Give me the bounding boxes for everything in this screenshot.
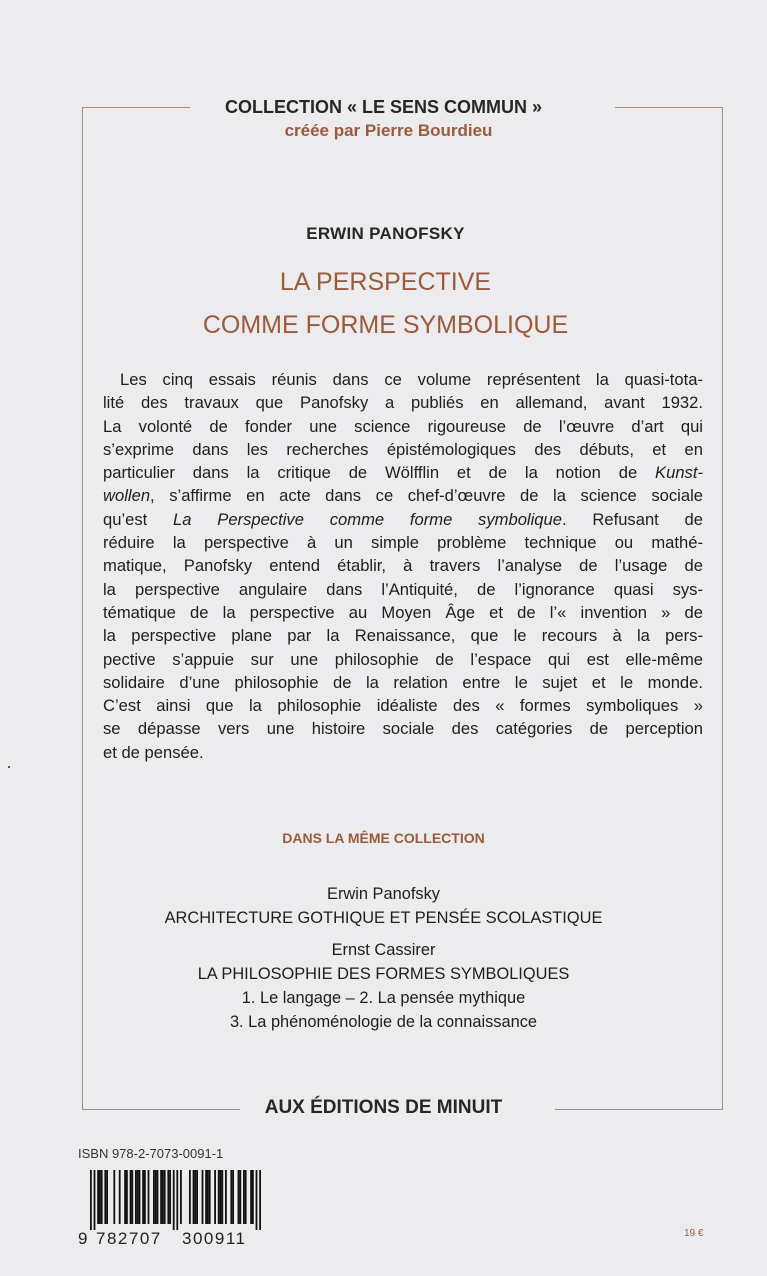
summary-line: C’est ainsi que la philosophie idéaliste des « formes symboliques » [103, 696, 703, 716]
summary-line: Les cinq essais réunis dans ce volume représentent la quasi-tota- [120, 370, 703, 389]
barcode-bar [189, 1170, 191, 1224]
barcode-bar [101, 1170, 103, 1224]
summary-line: la perspective angulaire dans l’Antiquité, de l’ignorance quasi sys- [103, 579, 703, 599]
barcode-bar [113, 1170, 115, 1224]
barcode-bar [153, 1170, 155, 1224]
barcode-bar [230, 1170, 232, 1224]
barcode-digit-first: 9 [78, 1229, 88, 1248]
barcode-bar [245, 1170, 247, 1224]
book-author: ERWIN PANOFSKY [306, 224, 465, 243]
barcode-bar [252, 1170, 254, 1224]
barcode-bar [169, 1170, 171, 1224]
barcode-bar [160, 1170, 162, 1224]
barcode-bar [218, 1170, 220, 1224]
related-title: LA PHILOSOPHIE DES FORMES SYMBOLIQUES [197, 965, 570, 983]
publisher-name: AUX ÉDITIONS DE MINUIT [264, 1097, 503, 1118]
barcode-bar [144, 1170, 146, 1224]
barcode-bar [225, 1170, 227, 1224]
barcode-bar [202, 1170, 204, 1224]
barcode-bar [259, 1170, 261, 1230]
barcode-bar [214, 1170, 216, 1224]
summary-line: La volonté de fonder une science rigoureuse de l’œuvre d’art qui [103, 416, 703, 436]
book-title-line2: COMME FORME SYMBOLIQUE [202, 311, 569, 339]
summary-paragraph [103, 368, 703, 764]
book-title-line1: LA PERSPECTIVE [279, 268, 492, 296]
barcode-bar [194, 1170, 196, 1224]
barcode-digits-right: 300911 [182, 1229, 247, 1248]
barcode-bar [124, 1170, 126, 1224]
summary-line: particulier dans la critique de Wölfflin et de la notion de Kunst- [103, 463, 703, 483]
summary-line: réduire la perspective à un simple problème technique ou mathé- [103, 533, 703, 553]
barcode-bar [139, 1170, 141, 1224]
related-volumes: 3. La phénoménologie de la connaissance [229, 1013, 538, 1031]
summary-line: qu’est La Perspective comme forme symbolique. Refusant de [103, 509, 704, 529]
same-collection-heading: DANS LA MÊME COLLECTION [282, 830, 485, 846]
barcode-bar [164, 1170, 166, 1224]
related-volumes: 1. Le langage – 2. La pensée mythique [241, 989, 526, 1007]
barcode-bar [221, 1170, 223, 1224]
collection-subtitle: créée par Pierre Bourdieu [284, 121, 493, 140]
summary-line: solidaire d’une philosophie de la relation entre le sujet et le monde. [103, 672, 703, 692]
summary-line: tématique de la perspective au Moyen Âge et de l’« invention » de [103, 602, 703, 622]
summary-line: matique, Panofsky entend établir, à travers l’analyse de l’usage de [103, 556, 703, 576]
barcode-bar [148, 1170, 150, 1224]
barcode-bar [131, 1170, 133, 1224]
related-author: Erwin Panofsky [327, 885, 440, 903]
summary-line: et de pensée. [103, 742, 204, 762]
barcode-bar [119, 1170, 121, 1224]
barcode-bar [155, 1170, 157, 1224]
barcode-bar [167, 1170, 169, 1224]
summary-line: lité des travaux que Panofsky a publiés en allemand, avant 1932. [103, 393, 703, 413]
barcode-bar [207, 1170, 209, 1224]
barcode-bar [157, 1170, 159, 1224]
barcode-digits-left: 782707 [96, 1229, 162, 1248]
barcode-bar [180, 1170, 182, 1224]
barcode-bar [238, 1170, 240, 1224]
summary-line: wollen, s’affirme en acte dans ce chef-d’œuvre de la science sociale [103, 486, 703, 506]
isbn-label: ISBN 978-2-7073-0091-1 [78, 1146, 224, 1161]
barcode-bar [162, 1170, 164, 1224]
barcode-bar [193, 1170, 195, 1224]
barcode-bar [106, 1170, 108, 1224]
barcode-bar [90, 1170, 92, 1230]
summary-line: pective s’appuie sur une philosophie de l’espace qui est elle-même [103, 649, 703, 669]
barcode-bar [99, 1170, 101, 1224]
barcode-bar [173, 1170, 175, 1230]
print-speck [8, 766, 10, 768]
summary-line: s’exprime dans les recherches épistémologiques des débuts, et en [103, 439, 703, 459]
collection-title: COLLECTION « LE SENS COMMUN » [224, 97, 543, 117]
barcode-bar [243, 1170, 245, 1224]
barcode-bar [205, 1170, 207, 1224]
barcode-bar [220, 1170, 222, 1224]
barcode-bar [239, 1170, 241, 1224]
barcode-bar [126, 1170, 128, 1224]
barcode-bar [196, 1170, 198, 1224]
barcode-bar [104, 1170, 106, 1224]
barcode-bar [94, 1170, 96, 1230]
barcode-bar [135, 1170, 137, 1224]
related-author: Ernst Cassirer [331, 941, 436, 959]
barcode-bar [250, 1170, 252, 1224]
barcode-bar [232, 1170, 234, 1224]
price-label: 19 € [684, 1228, 704, 1239]
barcode-bar [142, 1170, 144, 1224]
related-title: ARCHITECTURE GOTHIQUE ET PENSÉE SCOLASTIQUE [164, 909, 603, 927]
summary-line: la perspective plane par la Renaissance, que le recours à la pers- [103, 626, 703, 646]
barcode-bar [137, 1170, 139, 1224]
summary-line: se dépasse vers une histoire sociale des catégories de perception [103, 719, 703, 739]
barcode-bar [97, 1170, 99, 1224]
barcode-bar [130, 1170, 132, 1224]
barcode-bar [176, 1170, 178, 1230]
barcode-bar [256, 1170, 258, 1230]
barcode-bar [209, 1170, 211, 1224]
barcode-image [76, 1170, 266, 1230]
